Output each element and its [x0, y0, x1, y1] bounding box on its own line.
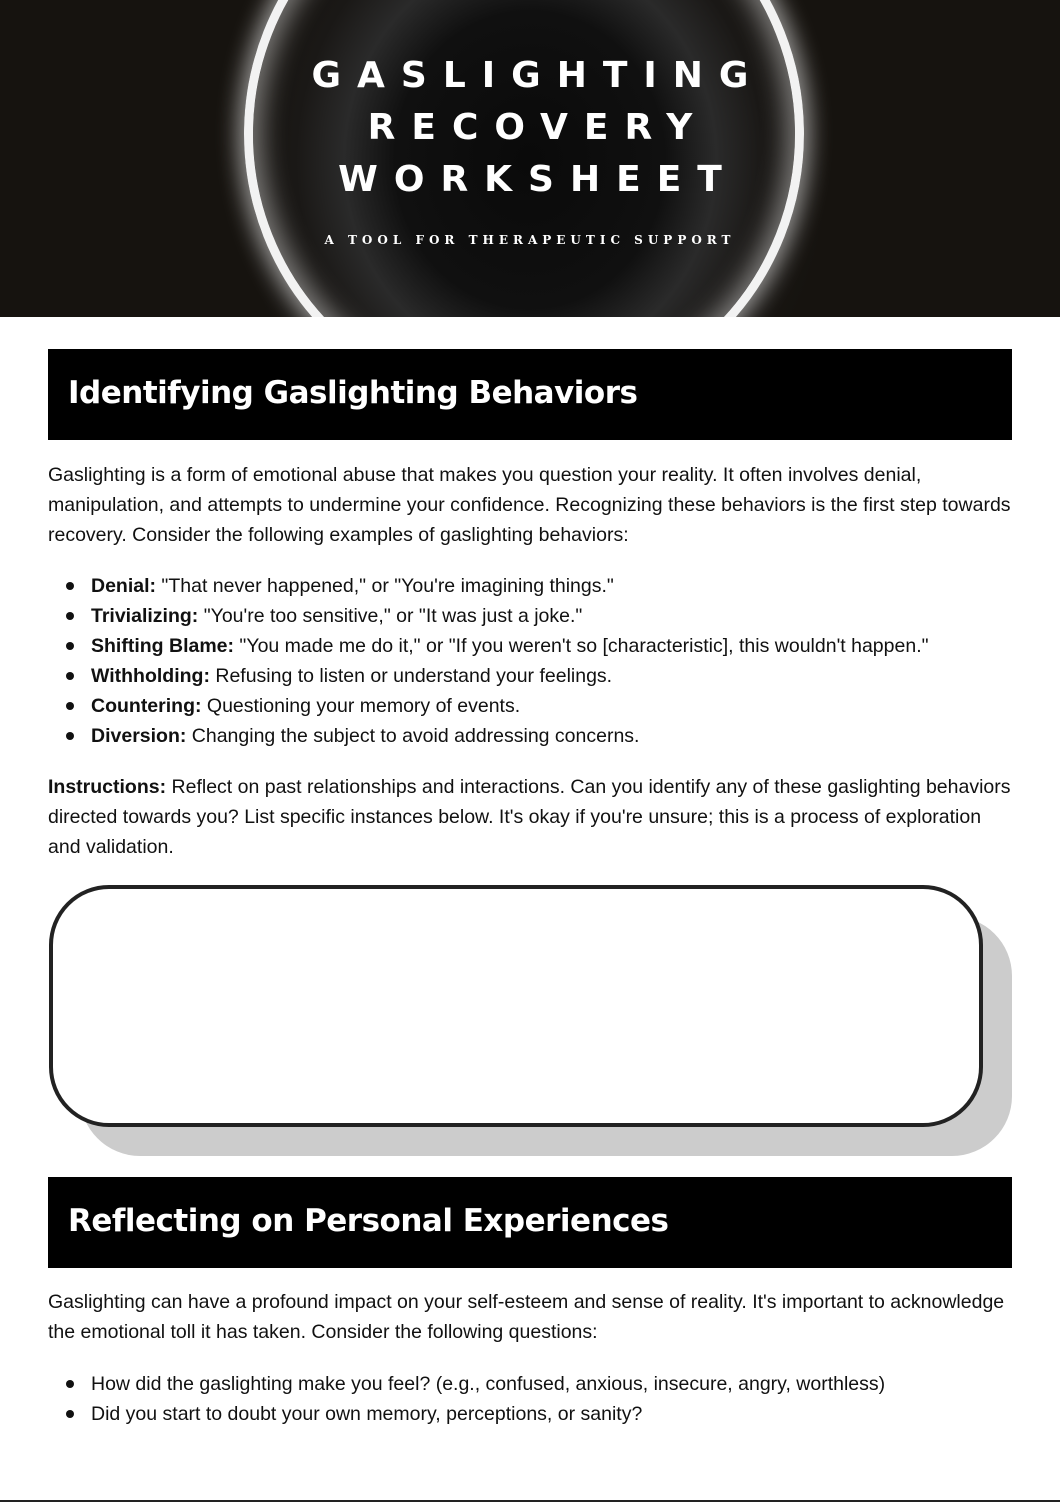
behavior-term: Countering: — [91, 695, 202, 717]
section2-intro: Gaslighting can have a profound impact on your self-esteem and sense of reality. It's important to acknowledge the emotional toll it has taken. Consider the following questions: — [48, 1291, 1005, 1343]
behavior-example: Changing the subject to avoid addressing concerns. — [186, 725, 640, 747]
behavior-example: "That never happened," or "You're imagining things." — [156, 575, 614, 597]
list-item — [48, 691, 1028, 721]
instructions-label: Instructions: — [48, 776, 167, 798]
worksheet-subtitle: A TOOL FOR THERAPEUTIC SUPPORT — [324, 233, 736, 247]
section-heading: Reflecting on Personal Experiences — [68, 1203, 669, 1239]
bullet-icon — [66, 642, 74, 650]
list-item — [48, 1399, 1028, 1429]
list-item — [48, 661, 1028, 691]
section-header-reflecting — [48, 1177, 1012, 1268]
reflection-questions-list — [48, 1369, 1028, 1429]
bullet-icon — [66, 582, 74, 590]
section1-intro: Gaslighting is a form of emotional abuse that makes you question your reality. It often involves denial, manipulation, and attempts to undermine your confidence. Recognizing these behaviors is the first step towards recovery. Consider the following examples of gaslighting behaviors: — [48, 464, 1011, 546]
bullet-icon — [66, 732, 74, 740]
bullet-icon — [66, 702, 74, 710]
behavior-term: Denial: — [91, 575, 157, 597]
behavior-example: Questioning your memory of events. — [201, 695, 521, 717]
bullet-icon — [66, 1380, 74, 1388]
bullet-icon — [66, 612, 74, 620]
behavior-example: "You made me do it," or "If you weren't so [characteristic], this wouldn't happen." — [234, 635, 929, 657]
answer-writing-box[interactable] — [49, 885, 983, 1127]
behavior-term: Diversion: — [91, 725, 187, 747]
question-text: Did you start to doubt your own memory, perceptions, or sanity? — [91, 1403, 643, 1425]
list-item — [48, 601, 1028, 631]
list-item — [48, 1369, 1028, 1399]
instructions-text: Reflect on past relationships and interactions. Can you identify any of these gaslighting behaviors directed towards you? List specific instances below. It's okay if you're unsure; this is a process of exploration and validation. — [48, 776, 1011, 858]
question-text: How did the gaslighting make you feel? (e.g., confused, anxious, insecure, angry, worthless) — [91, 1373, 886, 1395]
title-line-1: GASLIGHTING — [311, 55, 765, 96]
behavior-term: Shifting Blame: — [91, 635, 235, 657]
instructions-paragraph — [48, 772, 1016, 862]
bullet-icon — [66, 672, 74, 680]
title-line-2: RECOVERY — [367, 107, 709, 148]
list-item — [48, 571, 1028, 601]
list-item — [48, 631, 1028, 661]
section-heading: Identifying Gaslighting Behaviors — [68, 375, 638, 411]
worksheet-title — [0, 50, 1060, 206]
list-item — [48, 721, 1028, 751]
behavior-example: "You're too sensitive," or "It was just a joke." — [198, 605, 583, 627]
section-header-identifying — [48, 349, 1012, 440]
behavior-term: Trivializing: — [91, 605, 199, 627]
bullet-icon — [66, 1410, 74, 1418]
behaviors-list — [48, 571, 1028, 751]
behavior-example: Refusing to listen or understand your feelings. — [209, 665, 613, 687]
behavior-term: Withholding: — [91, 665, 210, 687]
hero-banner — [0, 0, 1060, 317]
title-line-3: WORKSHEET — [338, 159, 738, 200]
